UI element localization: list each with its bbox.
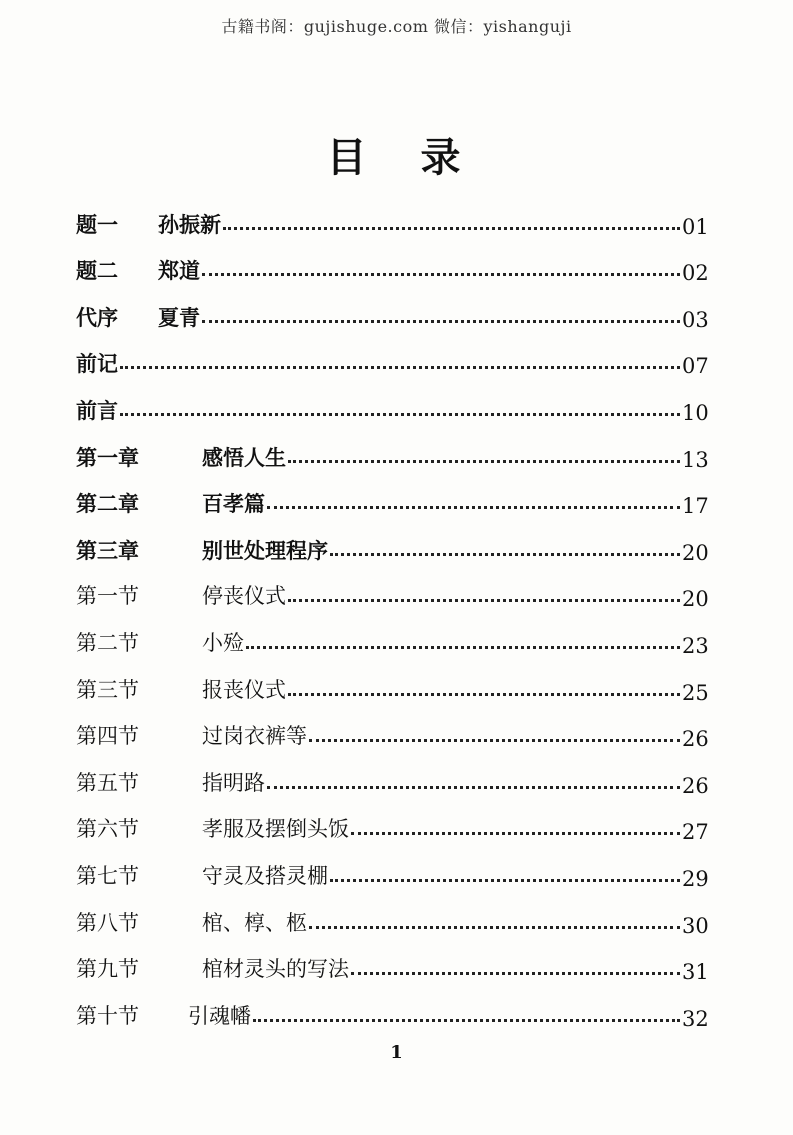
toc-entry[interactable] xyxy=(76,281,709,332)
toc-entry[interactable] xyxy=(76,701,709,752)
toc-entry-title: 守灵及搭灵棚 xyxy=(202,863,328,888)
toc-entry-label: 代序 xyxy=(76,304,118,330)
toc-entry-page: 02 xyxy=(682,261,709,286)
toc-entry-label: 题二 xyxy=(76,258,118,284)
toc-entry-page: 26 xyxy=(682,773,709,798)
leader-dots xyxy=(351,972,680,975)
toc-entry-label: 第九节 xyxy=(76,957,139,982)
leader-dots xyxy=(246,646,680,649)
toc-entry-label: 第七节 xyxy=(76,863,139,888)
toc-entry-title: 百孝篇 xyxy=(202,491,265,517)
toc-entry-page: 03 xyxy=(682,307,709,332)
toc-entry-label: 第四节 xyxy=(76,724,139,749)
toc-entry-title: 报丧仪式 xyxy=(202,677,286,702)
toc-entry-page: 31 xyxy=(682,960,709,985)
toc-entry[interactable] xyxy=(76,235,709,286)
toc-entry[interactable] xyxy=(76,188,709,239)
leader-dots xyxy=(223,227,680,230)
toc-entry-label: 第二章 xyxy=(76,491,139,517)
leader-dots xyxy=(253,1019,680,1022)
toc-entry-title: 棺、椁、柩 xyxy=(202,910,307,935)
toc-entry-label: 第三节 xyxy=(76,677,139,702)
toc-entry[interactable] xyxy=(76,980,709,1031)
leader-dots xyxy=(309,739,680,742)
leader-dots xyxy=(202,273,680,276)
page-title-char-1: 目 xyxy=(326,134,373,181)
toc-entry-page: 30 xyxy=(682,913,709,938)
toc-entry-page: 10 xyxy=(682,400,709,425)
leader-dots xyxy=(267,786,680,789)
toc-entry-page: 17 xyxy=(682,494,709,519)
toc-entry-page: 26 xyxy=(682,727,709,752)
leader-dots xyxy=(330,553,680,556)
toc-entry[interactable] xyxy=(76,421,709,472)
toc-entry-title: 停丧仪式 xyxy=(202,584,286,609)
toc-entry-page: 01 xyxy=(682,214,709,239)
toc-entry-page: 23 xyxy=(682,633,709,658)
toc-entry[interactable] xyxy=(76,374,709,425)
toc-entry-title: 感悟人生 xyxy=(202,444,286,470)
leader-dots xyxy=(288,460,680,463)
toc-entry[interactable] xyxy=(76,934,709,985)
toc-entry-title: 别世处理程序 xyxy=(202,537,328,563)
toc-entry-title: 夏青 xyxy=(158,304,200,330)
leader-dots xyxy=(288,599,680,602)
toc-entry-label: 前记 xyxy=(76,351,118,377)
toc-entry-label: 第三章 xyxy=(76,537,139,563)
toc-entry[interactable] xyxy=(76,840,709,891)
toc-entry-page: 29 xyxy=(682,866,709,891)
toc-entry-page: 20 xyxy=(682,587,709,612)
toc-entry[interactable] xyxy=(76,514,709,565)
toc-entry-label: 第一节 xyxy=(76,584,139,609)
toc-entry-title: 郑道 xyxy=(158,258,200,284)
toc-entry-title: 孙振新 xyxy=(158,211,221,237)
toc-entry[interactable] xyxy=(76,328,709,379)
toc-entry-page: 07 xyxy=(682,354,709,379)
toc-entry-page: 13 xyxy=(682,447,709,472)
page-title-char-2: 录 xyxy=(420,134,467,181)
toc-entry-title: 指明路 xyxy=(202,770,265,795)
site-watermark-header: 古籍书阁：gujishuge.com 微信：yishanguji xyxy=(221,17,572,36)
toc-entry[interactable] xyxy=(76,654,709,705)
toc-entry[interactable] xyxy=(76,468,709,519)
toc-entry-label: 第六节 xyxy=(76,817,139,842)
toc-entry-label: 前言 xyxy=(76,397,118,423)
leader-dots xyxy=(330,879,680,882)
toc-entry-label: 第五节 xyxy=(76,770,139,795)
leader-dots xyxy=(267,506,680,509)
toc-entry-page: 25 xyxy=(682,680,709,705)
toc-entry[interactable] xyxy=(76,561,709,612)
toc-entry-page: 27 xyxy=(682,820,709,845)
toc-entry[interactable] xyxy=(76,747,709,798)
page-title xyxy=(0,126,793,183)
toc-entry-title: 过岗衣裤等 xyxy=(202,724,307,749)
toc-entry-title: 棺材灵头的写法 xyxy=(202,957,349,982)
toc-entry-page: 32 xyxy=(682,1006,709,1031)
leader-dots xyxy=(309,926,680,929)
toc-entry-label: 第八节 xyxy=(76,910,139,935)
leader-dots xyxy=(120,413,680,416)
toc-entry-label: 第十节 xyxy=(76,1003,139,1028)
toc-entry-label: 第二节 xyxy=(76,630,139,655)
leader-dots xyxy=(351,832,680,835)
table-of-contents xyxy=(76,188,709,1031)
toc-entry-label: 第一章 xyxy=(76,444,139,470)
page-number: 1 xyxy=(390,1042,403,1063)
toc-entry-title: 引魂幡 xyxy=(188,1003,251,1028)
leader-dots xyxy=(202,320,680,323)
toc-entry[interactable] xyxy=(76,607,709,658)
toc-entry-title: 小殓 xyxy=(202,630,244,655)
toc-entry-page: 20 xyxy=(682,540,709,565)
toc-entry[interactable] xyxy=(76,887,709,938)
leader-dots xyxy=(120,366,680,369)
toc-entry-title: 孝服及摆倒头饭 xyxy=(202,817,349,842)
leader-dots xyxy=(288,693,680,696)
toc-entry[interactable] xyxy=(76,794,709,845)
toc-entry-label: 题一 xyxy=(76,211,118,237)
